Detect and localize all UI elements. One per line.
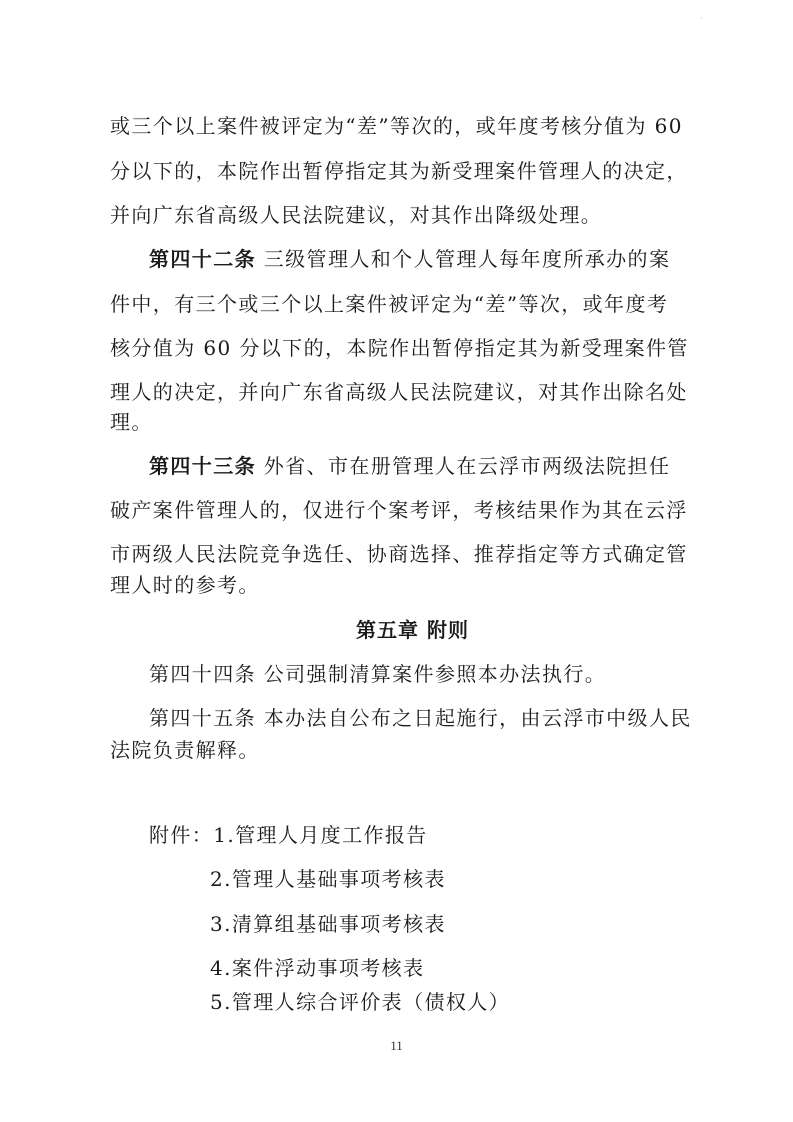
article-42-line-1	[0, 245, 793, 273]
article-44: 第四十四条 公司强制清算案件参照本办法执行。	[149, 662, 607, 686]
paragraph-line: 法院负责解释。	[110, 738, 260, 762]
paragraph-line: 分以下的，本院作出暂停指定其为新受理案件管理人的决定，	[110, 159, 688, 183]
paragraph-line: 破产案件管理人的，仅进行个案考评，考核结果作为其在云浮	[110, 498, 688, 522]
attachment-item: 3.清算组基础事项考核表	[210, 912, 446, 936]
attachment-item: 1.管理人月度工作报告	[213, 823, 428, 847]
chapter-heading: 第五章 附则	[356, 618, 469, 642]
attachment-line-1	[0, 821, 793, 849]
attachment-item: 5.管理人综合评价表（债权人）	[210, 990, 511, 1014]
paragraph-line: 并向广东省高级人民法院建议，对其作出降级处理。	[110, 203, 603, 227]
paragraph-line: 或三个以上案件被评定为“差”等次的，或年度考核分值为 60	[110, 114, 683, 138]
attachment-item: 2.管理人基础事项考核表	[210, 867, 446, 891]
article-42-label: 第四十二条	[149, 247, 256, 271]
paragraph-line: 理人时的参考。	[110, 573, 260, 597]
page-number: 11	[390, 1038, 403, 1053]
article-43-label: 第四十三条	[149, 454, 256, 478]
article-42-text: 三级管理人和个人管理人每年度所承办的案	[256, 247, 671, 271]
article-43-text: 外省、市在册管理人在云浮市两级法院担任	[256, 454, 671, 478]
corner-mark: ·	[700, 14, 703, 23]
paragraph-line: 核分值为 60 分以下的，本院作出暂停指定其为新受理案件管	[110, 336, 689, 360]
paragraph-line: 件中，有三个或三个以上案件被评定为“差”等次，或年度考	[110, 292, 669, 316]
article-45-line-1: 第四十五条 本办法自公布之日起施行，由云浮市中级人民	[149, 706, 692, 730]
paragraph-line: 市两级人民法院竞争选任、协商选择、推荐指定等方式确定管	[110, 542, 688, 566]
article-43-line-1	[0, 452, 793, 480]
attachment-label: 附件：	[149, 823, 214, 847]
paragraph-line: 理。	[110, 410, 153, 434]
attachment-item: 4.案件浮动事项考核表	[210, 956, 425, 980]
paragraph-line: 理人的决定，并向广东省高级人民法院建议，对其作出除名处	[110, 380, 688, 404]
